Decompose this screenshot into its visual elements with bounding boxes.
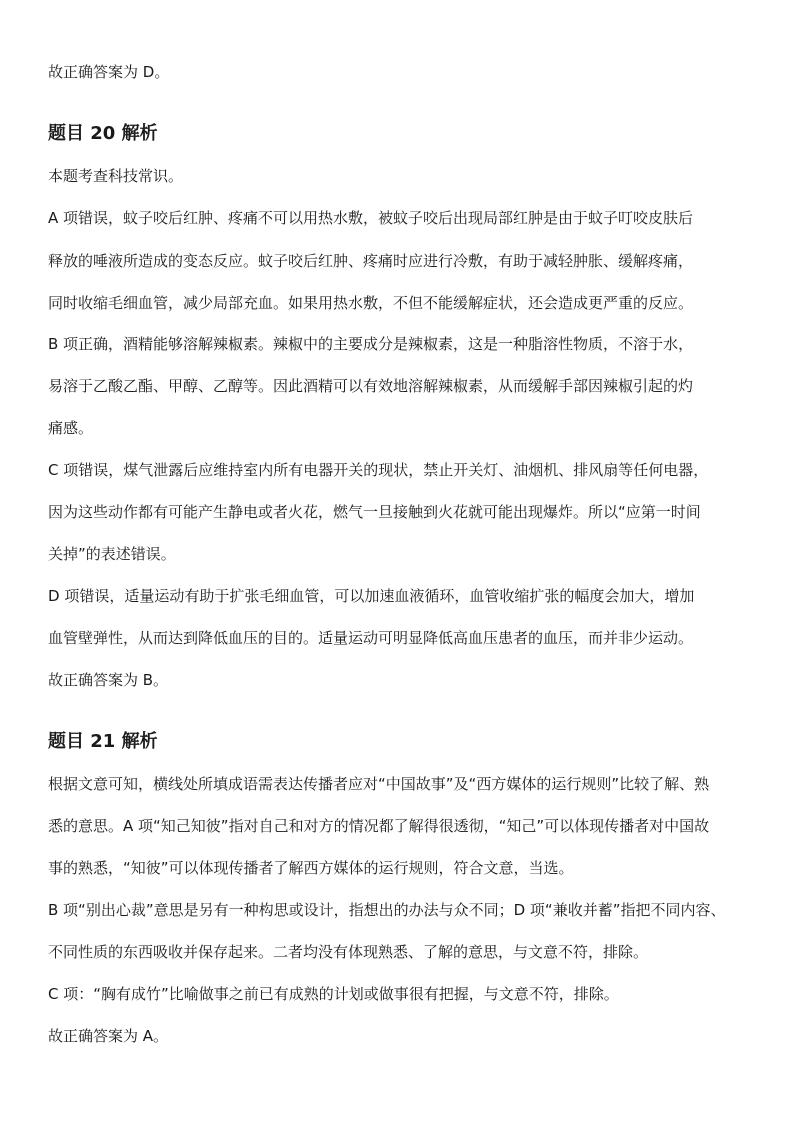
q21-line: C 项：“胸有成竹”比喻做事之前已有成熟的计划或做事很有把握，与文意不符，排除。 <box>48 985 619 1003</box>
q20-line: 痛感。 <box>48 419 94 437</box>
q20-line: C 项错误，煤气泄露后应维持室内所有电器开关的现状，禁止开关灯、油烟机、排风扇等任何电器， <box>48 461 709 479</box>
q20-line: 本题考查科技常识。 <box>48 167 184 185</box>
q20-answer: 故正确答案为 B。 <box>48 671 169 689</box>
q21-answer: 故正确答案为 A。 <box>48 1027 169 1045</box>
q20-line: 因为这些动作都有可能产生静电或者火花，燃气一旦接触到火花就可能出现爆炸。所以“应第一时间 <box>48 503 701 521</box>
q21-line: 不同性质的东西吸收并保存起来。二者均没有体现熟悉、了解的意思，与文意不符，排除。 <box>48 943 649 961</box>
q20-line: D 项错误，适量运动有助于扩张毛细血管，可以加速血液循环，血管收缩扩张的幅度会加大，增加 <box>48 587 695 605</box>
q20-line: A 项错误，蚊子咬后红肿、疼痛不可以用热水敷，被蚊子咬后出现局部红肿是由于蚊子叮咬皮肤后 <box>48 209 694 227</box>
q21-line: 根据文意可知，横线处所填成语需表达传播者应对“中国故事”及“西方媒体的运行规则”比较了解、熟 <box>48 775 710 793</box>
q20-line: 释放的唾液所造成的变态反应。蚊子咬后红肿、疼痛时应进行冷敷，有助于减轻肿胀、缓解疼痛， <box>48 252 694 270</box>
q21-line: 事的熟悉，“知彼”可以体现传播者了解西方媒体的运行规则，符合文意，当选。 <box>48 859 574 877</box>
q20-line: 易溶于乙酸乙酯、甲醇、乙醇等。因此酒精可以有效地溶解辣椒素，从而缓解手部因辣椒引起的灼 <box>48 377 694 395</box>
q21-line: 悉的意思。A 项“知己知彼”指对自己和对方的情况都了解得很透彻，“知己”可以体现传播者对中国故 <box>48 817 710 835</box>
q21-line: B 项“别出心裁”意思是另有一种构思或设计，指想出的办法与众不同；D 项“兼收并蓄”指把不同内容、 <box>48 901 726 919</box>
intro-answer: 故正确答案为 D。 <box>48 63 170 81</box>
q20-title: 题目 20 解析 <box>48 123 158 144</box>
q20-line: 同时收缩毛细血管，减少局部充血。如果用热水敷，不但不能缓解症状，还会造成更严重的反应。 <box>48 294 694 312</box>
q21-title: 题目 21 解析 <box>48 731 158 752</box>
q20-line: 血管壁弹性，从而达到降低血压的目的。适量运动可明显降低高血压患者的血压，而并非少运动。 <box>48 629 694 647</box>
q20-line: 关掉”的表述错误。 <box>48 545 176 563</box>
q20-line: B 项正确，酒精能够溶解辣椒素。辣椒中的主要成分是辣椒素，这是一种脂溶性物质，不溶于水， <box>48 335 694 353</box>
